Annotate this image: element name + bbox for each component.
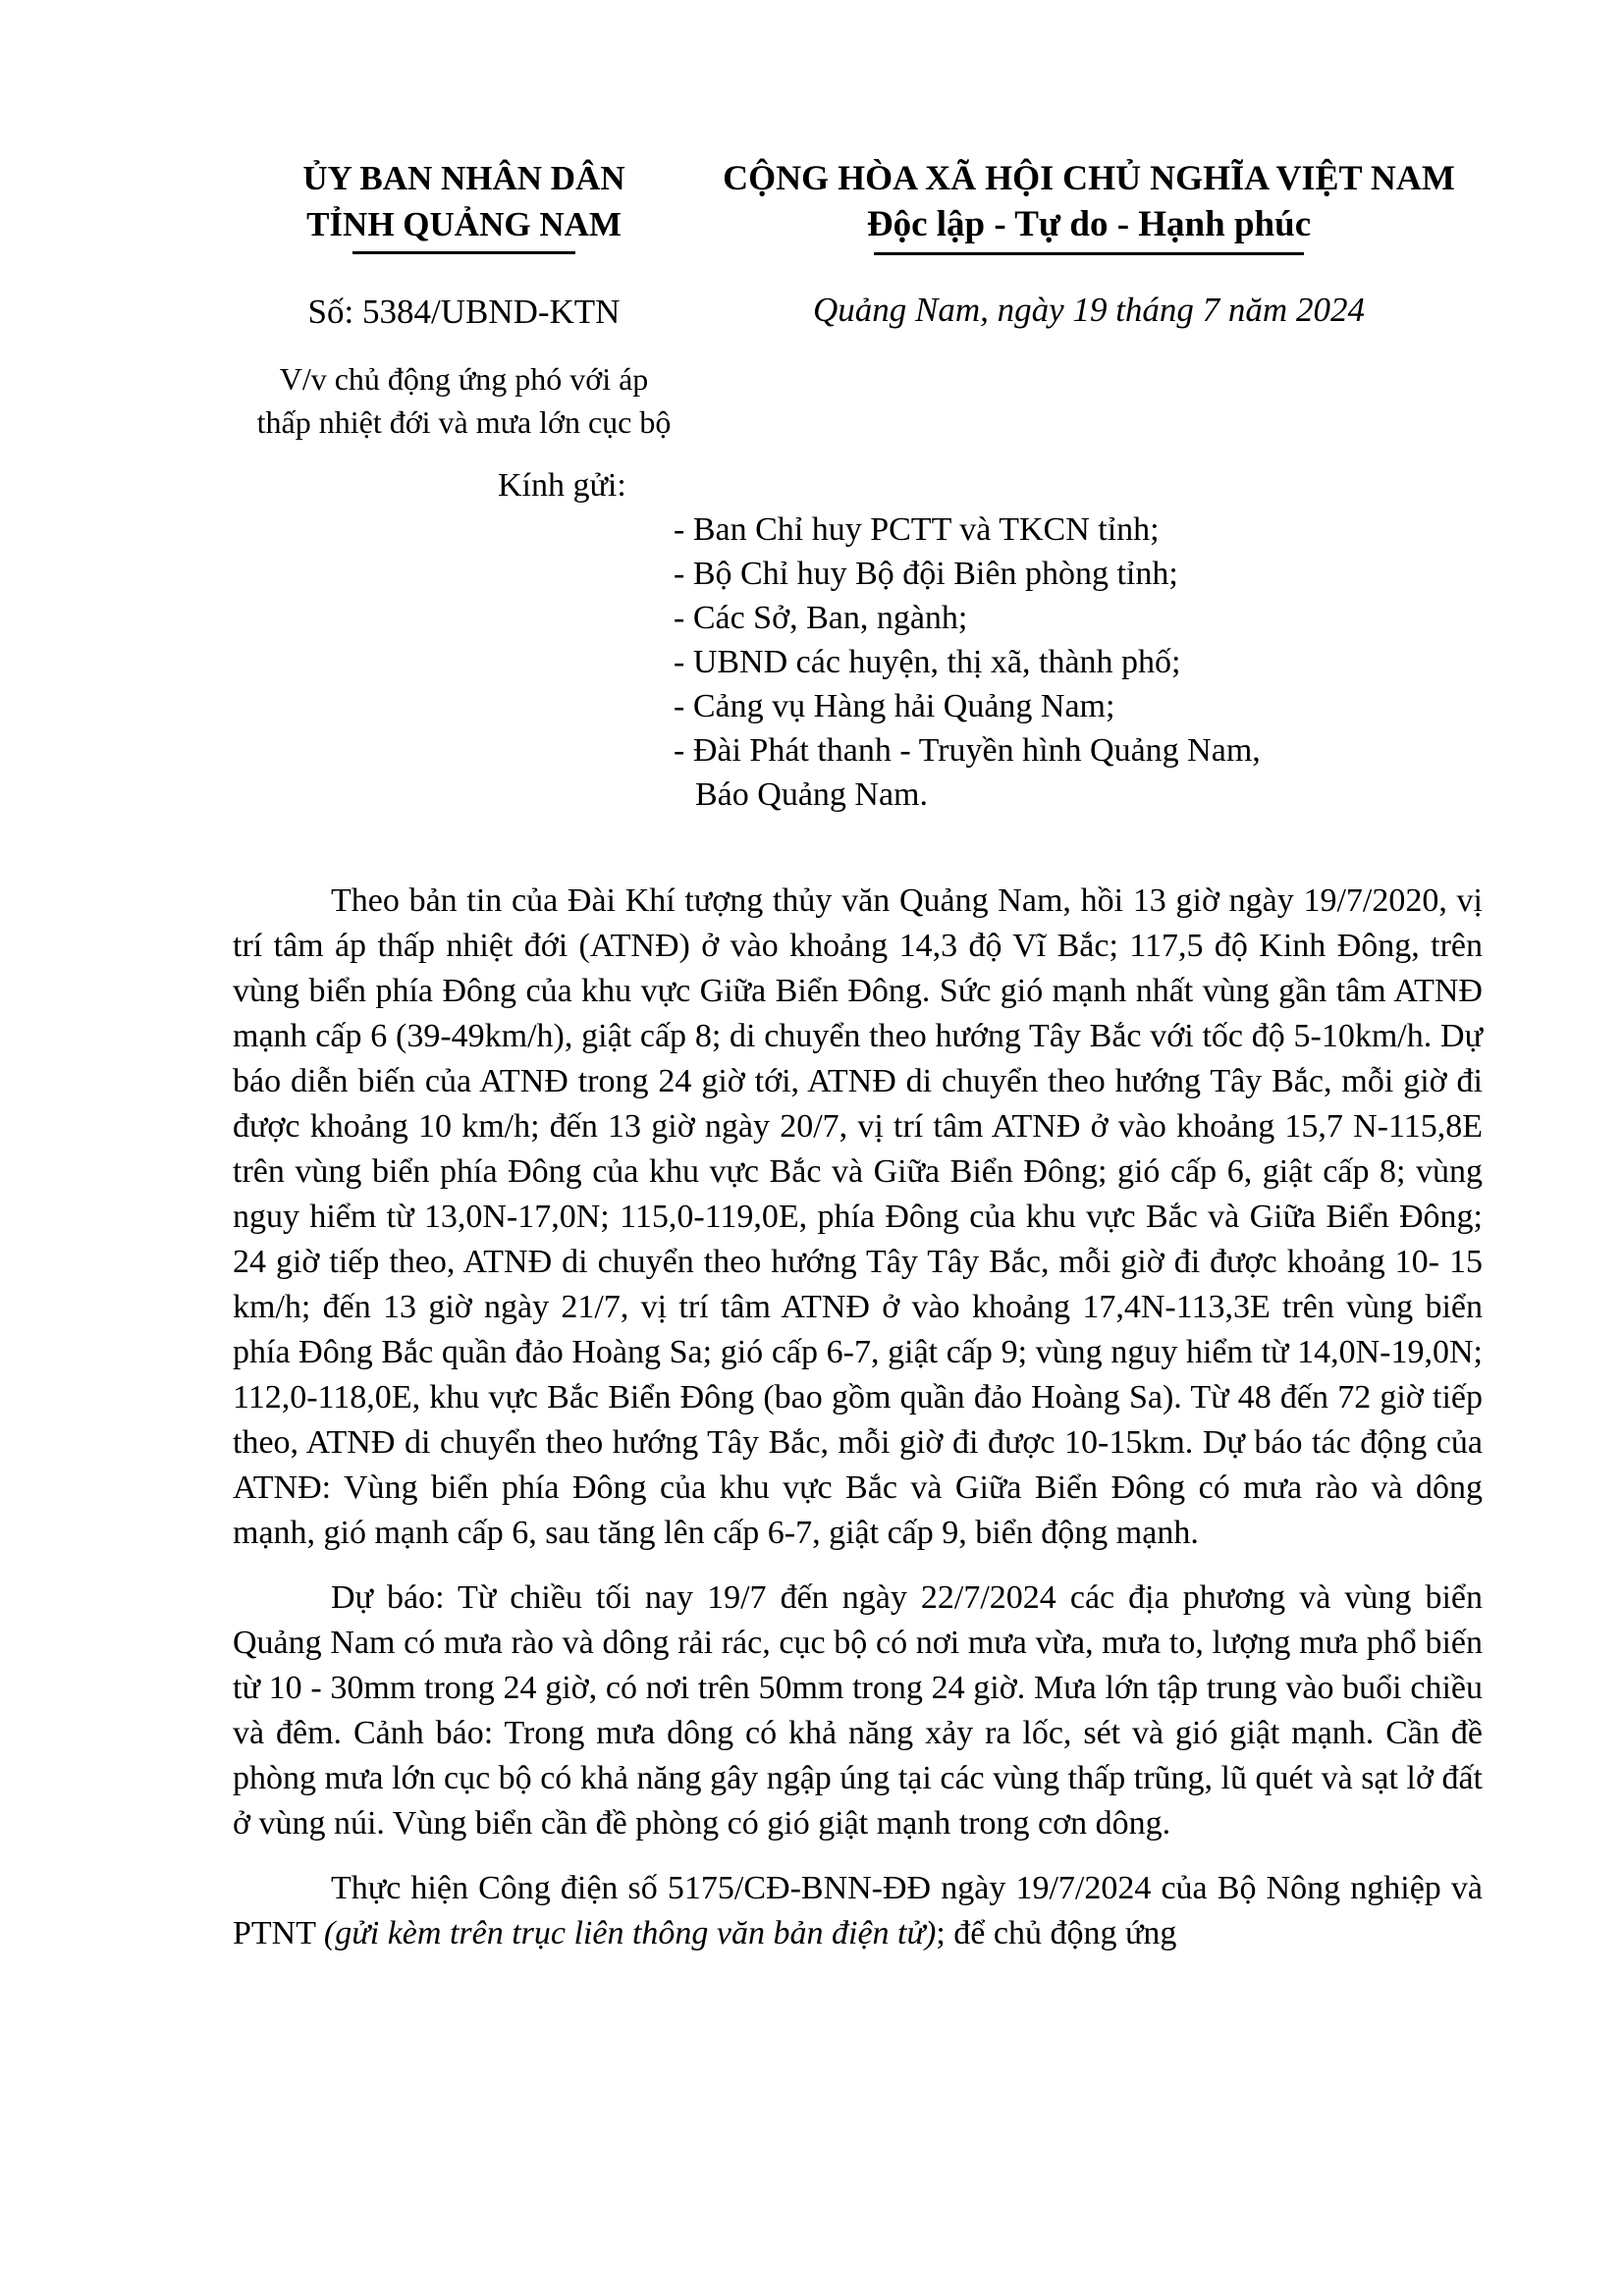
subject-line1: V/v chủ động ứng phó với áp bbox=[279, 361, 649, 397]
recipient-item: - Bộ Chỉ huy Bộ đội Biên phòng tỉnh; bbox=[674, 556, 1178, 592]
national-title: CỘNG HÒA XÃ HỘI CHỦ NGHĨA VIỆT NAM bbox=[723, 158, 1455, 197]
motto-underline bbox=[874, 252, 1304, 255]
body-paragraph-2: Dự báo: Từ chiều tối nay 19/7 đến ngày 22/7/2024 các địa phương và vùng biển Quảng Nam có mưa rào và dông rải rác, cục bộ có nơi mưa vừa, mưa to, lượng mưa phổ biến từ 10 - 30mm trong 24 giờ, có nơi trên 50mm trong 24 giờ. Mưa lớn tập trung vào buổi chiều và đêm. Cảnh báo: Trong mưa dông có khả năng xảy ra lốc, sét và gió giật mạnh. Cần đề phòng mưa lớn cục bộ có khả năng gây ngập úng tại các vùng thấp trũng, lũ quét và sạt lở đất ở vùng núi. Vùng biển cần đề phòng có gió giật mạnh trong cơn dông. bbox=[233, 1579, 1483, 1842]
recipient-item: - Cảng vụ Hàng hải Quảng Nam; bbox=[674, 688, 1115, 724]
recipient-item: - UBND các huyện, thị xã, thành phố; bbox=[674, 644, 1181, 680]
recipient-item-continuation: Báo Quảng Nam. bbox=[695, 776, 929, 813]
recipient-item: - Các Sở, Ban, ngành; bbox=[674, 600, 968, 636]
national-header-block bbox=[695, 155, 1483, 332]
salutation-label: Kính gửi: bbox=[498, 467, 626, 504]
letter-body bbox=[233, 879, 1483, 1956]
recipient-item: - Ban Chỉ huy PCTT và TKCN tỉnh; bbox=[674, 511, 1160, 548]
issuer-name-line1: ỦY BAN NHÂN DÂN bbox=[302, 159, 625, 197]
issuer-underline bbox=[352, 251, 575, 254]
salutation-block bbox=[233, 463, 1483, 817]
issuer-block bbox=[233, 155, 695, 444]
recipient-item: - Đài Phát thanh - Truyền hình Quảng Nam, bbox=[674, 732, 1261, 769]
body-paragraph-3-segment-3: ; để chủ động ứng bbox=[936, 1915, 1177, 1951]
body-paragraph-3-attachment-note: (gửi kèm trên trục liên thông văn bản điện tử) bbox=[323, 1915, 937, 1951]
letterhead bbox=[233, 155, 1483, 444]
document-number: Số: 5384/UBND-KTN bbox=[307, 293, 621, 331]
subject-line2: thấp nhiệt đới và mưa lớn cục bộ bbox=[256, 404, 672, 440]
body-paragraph-3-segment-1: Thực hiện Công điện số 5175/CĐ-BNN-ĐĐ ngày 19/7/2024 của Bộ Nông nghiệp và PTNT bbox=[233, 1870, 1483, 1951]
national-motto: Độc lập - Tự do - Hạnh phúc bbox=[866, 204, 1312, 244]
subject-line bbox=[233, 357, 695, 444]
body-paragraph-3 bbox=[233, 1866, 1483, 1956]
place-and-date: Quảng Nam, ngày 19 tháng 7 năm 2024 bbox=[813, 291, 1365, 329]
body-paragraph-1: Theo bản tin của Đài Khí tượng thủy văn Quảng Nam, hồi 13 giờ ngày 19/7/2020, vị trí tâm áp thấp nhiệt đới (ATNĐ) ở vào khoảng 14,3 độ Vĩ Bắc; 117,5 độ Kinh Đông, trên vùng biển phía Đông của khu vực Giữa Biển Đông. Sức gió mạnh nhất vùng gần tâm ATNĐ mạnh cấp 6 (39-49km/h), giật cấp 8; di chuyển theo hướng Tây Bắc với tốc độ 5-10km/h. Dự báo diễn biến của ATNĐ trong 24 giờ tới, ATNĐ di chuyển theo hướng Tây Bắc, mỗi giờ đi được khoảng 10 km/h; đến 13 giờ ngày 20/7, vị trí tâm ATNĐ ở vào khoảng 15,7 N-115,8E trên vùng biển phía Đông của khu vực Bắc và Giữa Biển Đông; gió cấp 6, giật cấp 8; vùng nguy hiểm từ 13,0N-17,0N; 115,0-119,0E, phía Đông của khu vực Bắc và Giữa Biển Đông; 24 giờ tiếp theo, ATNĐ di chuyển theo hướng Tây Tây Bắc, mỗi giờ đi được khoảng 10- 15 km/h; đến 13 giờ ngày 21/7, vị trí tâm ATNĐ ở vào khoảng 17,4N-113,3E trên vùng biển phía Đông Bắc quần đảo Hoàng Sa; gió cấp 6-7, giật cấp 9; vùng nguy hiểm từ 14,0N-19,0N; 112,0-118,0E, khu vực Bắc Biển Đông (bao gồm quần đảo Hoàng Sa). Từ 48 đến 72 giờ tiếp theo, ATNĐ di chuyển theo hướng Tây Bắc, mỗi giờ đi được 10-15km. Dự báo tác động của ATNĐ: Vùng biển phía Đông của khu vực Bắc và Giữa Biển Đông có mưa rào và dông mạnh, gió mạnh cấp 6, sau tăng lên cấp 6-7, giật cấp 9, biển động mạnh. bbox=[233, 882, 1483, 1551]
issuer-name-line2: TỈNH QUẢNG NAM bbox=[306, 205, 622, 243]
